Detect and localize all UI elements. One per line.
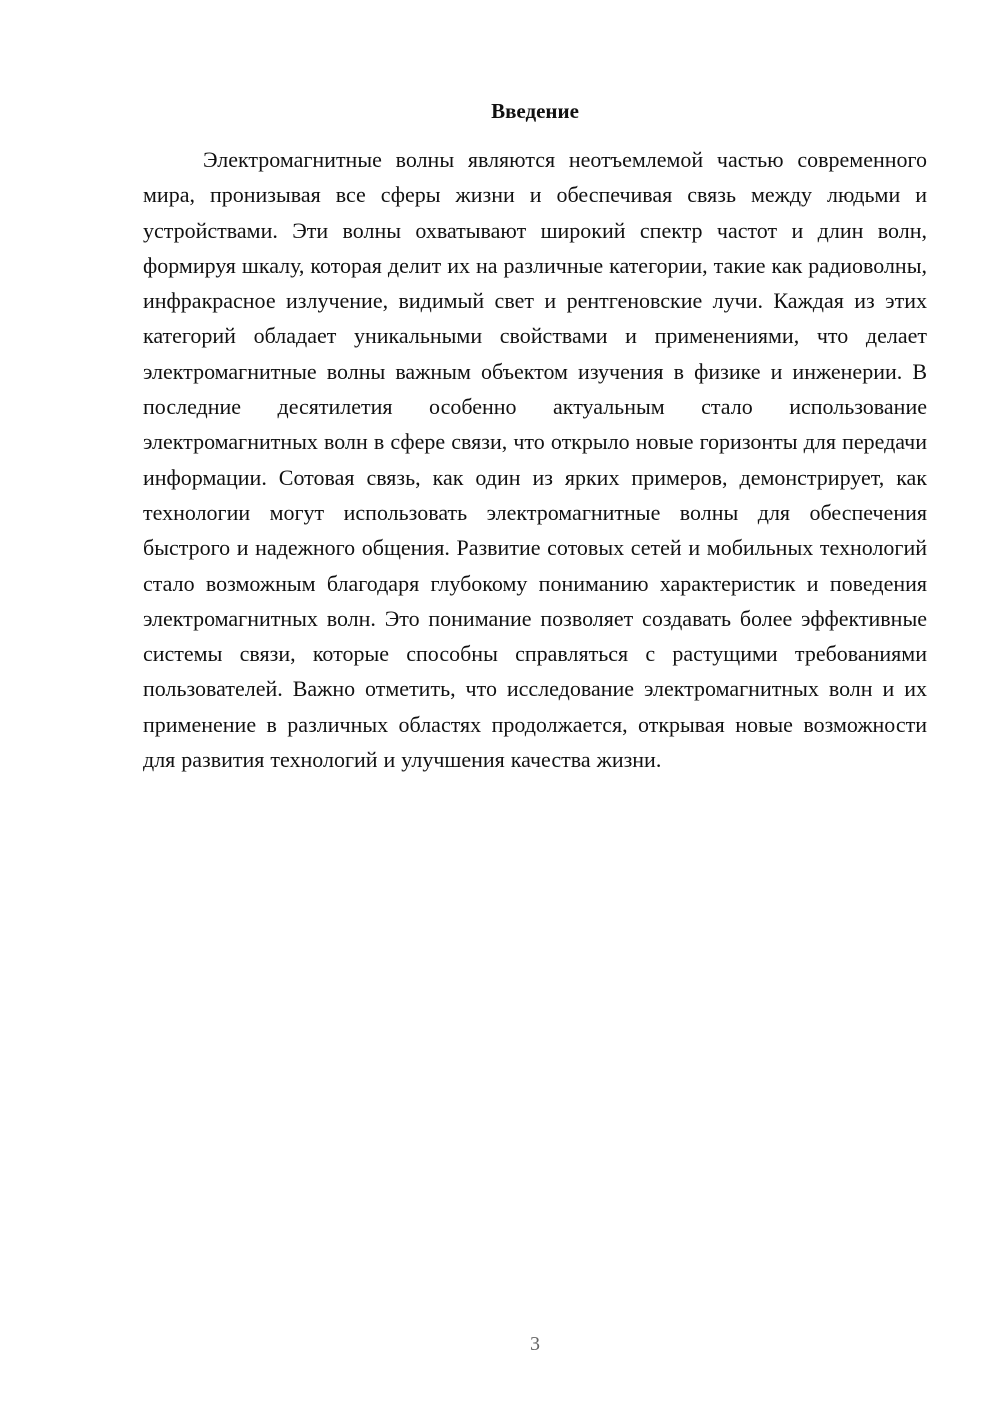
- body-paragraph: Электромагнитные волны являются неотъемлемой частью современного мира, пронизывая все сферы жизни и обеспечивая связь между людьми и устройствами. Эти волны охватывают широкий спектр частот и длин волн, формируя шкалу, которая делит их на различные категории, такие как радиоволны, инфракрасное излучение, видимый свет и рентгеновские лучи. Каждая из этих категорий обладает уникальными свойствами и применениями, что делает электромагнитные волны важным объектом изучения в физике и инженерии. В последние десятилетия особенно актуальным стало использование электромагнитных волн в сфере связи, что открыло новые горизонты для передачи информации. Сотовая связь, как один из ярких примеров, демонстрирует, как технологии могут использовать электромагнитные волны для обеспечения быстрого и надежного общения. Развитие сотовых сетей и мобильных технологий стало возможным благодаря глубокому пониманию характеристик и поведения электромагнитных волн. Это понимание позволяет создавать более эффективные системы связи, которые способны справляться с растущими требованиями пользователей. Важно отметить, что исследование электромагнитных волн и их применение в различных областях продолжается, открывая новые возможности для развития технологий и улучшения качества жизни.: [143, 147, 927, 773]
- page-number: 3: [530, 1333, 540, 1355]
- section-title: Введение: [491, 99, 579, 123]
